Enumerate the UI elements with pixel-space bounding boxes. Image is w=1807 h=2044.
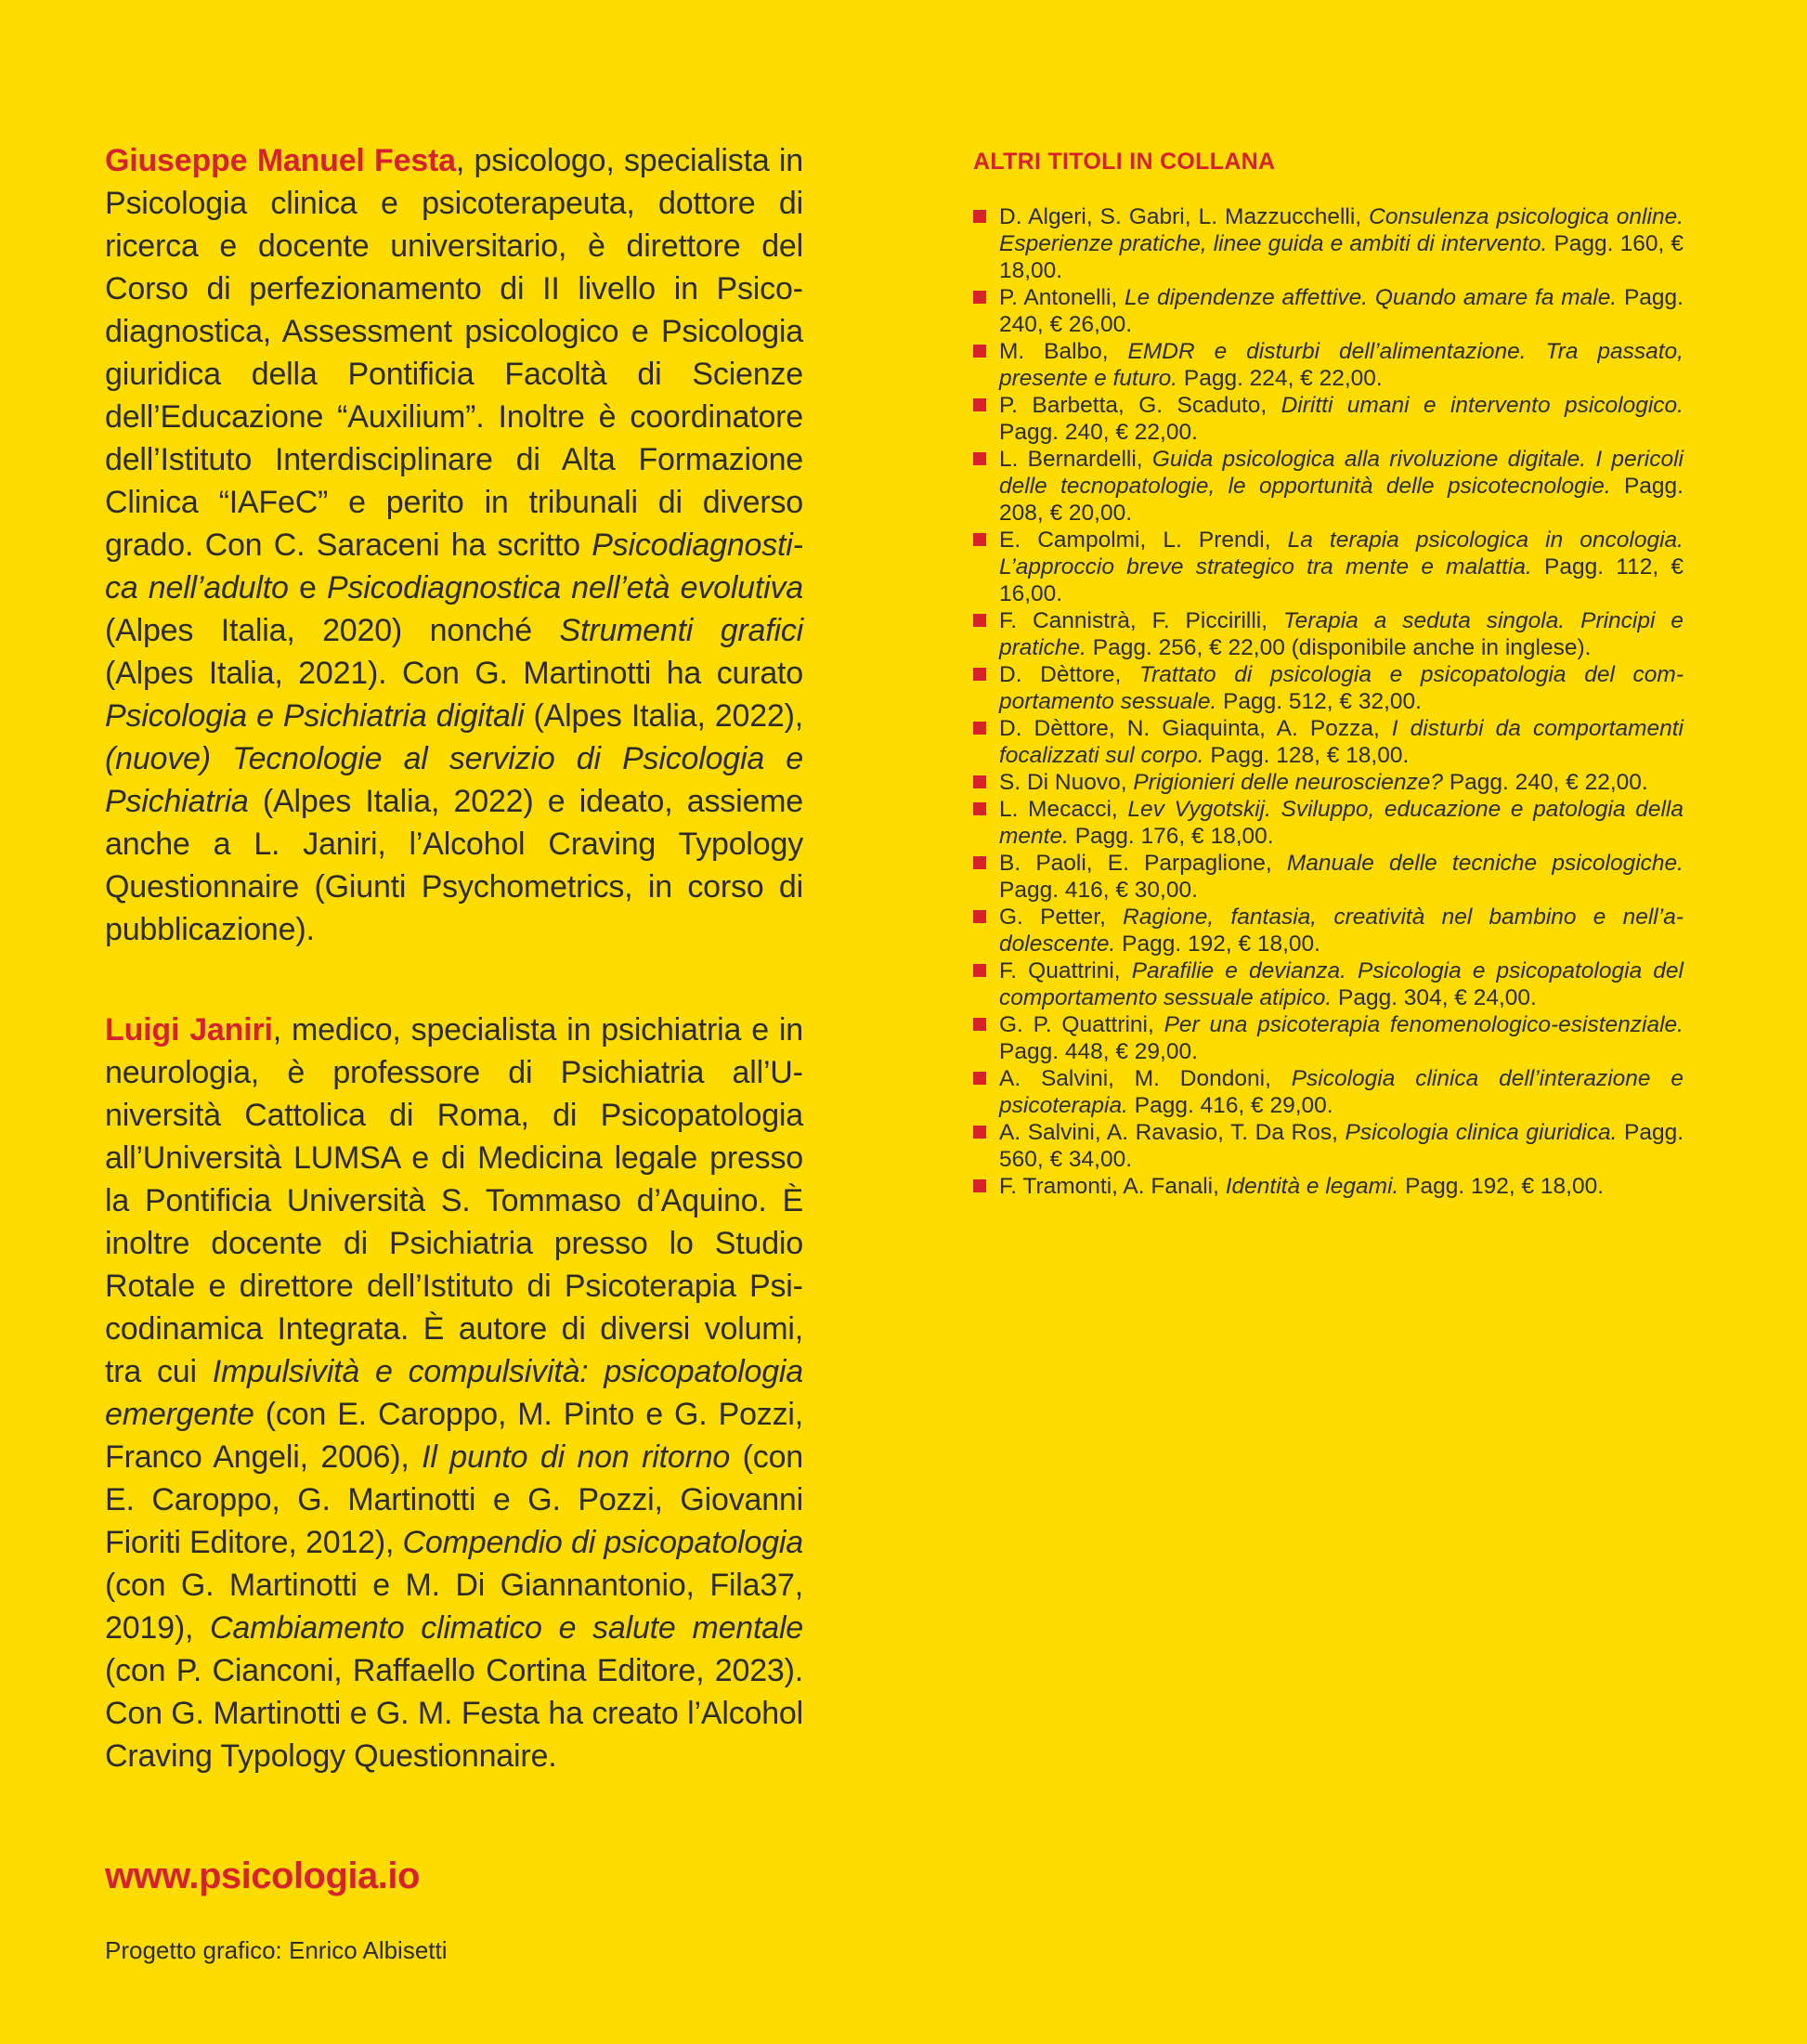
text-segment: Pagg. 240, € 22,00. bbox=[999, 420, 1198, 445]
website-url: www.psicologia.io bbox=[105, 1855, 420, 1896]
book-title: Terapia a seduta singola. Principi e pratiche. bbox=[999, 608, 1684, 660]
text-segment: Pagg. 176, € 18,00. bbox=[1068, 824, 1274, 849]
book-list-item bbox=[973, 850, 1684, 904]
square-bullet-icon bbox=[973, 614, 986, 627]
text-segment: Pagg. 128, € 18,00. bbox=[1203, 743, 1410, 768]
text-segment: Pagg. 160, € 18,00. bbox=[999, 231, 1684, 283]
book-title: Consulenza psicologica online. Esperienze pratiche, linee guida e ambiti di intervento. bbox=[999, 204, 1684, 256]
left-column bbox=[105, 139, 803, 1965]
author-name: Luigi Janiri bbox=[105, 1012, 273, 1048]
book-title: Lev Vygotskij. Sviluppo, educazione e patologia della mente. bbox=[999, 797, 1684, 849]
text-segment: P. Antonelli, bbox=[999, 285, 1124, 310]
book-title: Trattato di psicologia e psicopatologia del comportamento sessuale. bbox=[999, 662, 1684, 714]
book-list-item bbox=[973, 527, 1684, 607]
text-segment: L. Bernardelli, bbox=[999, 447, 1152, 472]
text-segment: (con G. Martinotti e M. Di Giannantonio, Fila37, 2019), bbox=[105, 1568, 803, 1646]
text-segment: S. Di Nuovo, bbox=[999, 770, 1134, 795]
text-segment: (Alpes Italia, 2022), bbox=[524, 698, 803, 734]
book-title: Psicologia clinica giuridica. bbox=[1345, 1120, 1618, 1145]
square-bullet-icon bbox=[973, 802, 986, 815]
square-bullet-icon bbox=[973, 1018, 986, 1031]
text-segment: , psicologo, specialista in Psicologia clinica e psicoterapeuta, dottore di ricerca e docente universitario, è direttore del Corso di perfezionamento di II livello in Psicodiagnostica, Assessment psicologico e Psicologia giuridica della Pontificia Facoltà di Scienze dell’Educazione “Auxilium”. Inoltre è coordinatore dell’Istituto Interdisciplinare di Alta Formazione Clinica “IAFeC” e perito in tribunali di diverso grado. Con C. Saraceni ha scritto bbox=[105, 143, 803, 563]
text-segment: Pagg. 208, € 20,00. bbox=[999, 474, 1684, 526]
author-name: Giuseppe Manuel Festa bbox=[105, 143, 456, 178]
book-title: Guida psicologica alla rivoluzione digitale. I pericoli delle tecnopatologie, le opportunità delle psicotecnologie. bbox=[999, 447, 1684, 499]
square-bullet-icon bbox=[973, 775, 986, 788]
text-segment: F. Quattrini, bbox=[999, 958, 1132, 983]
book-title: Identità e legami. bbox=[1225, 1174, 1399, 1199]
text-segment: F. Tramonti, A. Fanali, bbox=[999, 1174, 1226, 1199]
book-title: Psicodiagnostica nell’età evolutiva bbox=[326, 570, 804, 605]
book-list-item bbox=[973, 392, 1684, 446]
text-segment: D. Algeri, S. Gabri, L. Mazzucchelli, bbox=[999, 204, 1370, 229]
text-segment: M. Balbo, bbox=[999, 339, 1128, 364]
bio-giuseppe-festa-text bbox=[105, 139, 803, 951]
text-segment: e bbox=[288, 570, 327, 605]
square-bullet-icon bbox=[973, 452, 986, 465]
text-segment: G. P. Quattrini, bbox=[999, 1012, 1164, 1037]
text-segment: Pagg. 224, € 22,00. bbox=[1177, 366, 1383, 391]
book-title: Psicologia e Psichiatria digitali bbox=[105, 698, 525, 734]
book-title: La terapia psicologica in oncologia. L’approccio breve strategico tra mente e malattia. bbox=[999, 527, 1684, 579]
book-title: Compendio di psicopatologia bbox=[402, 1525, 803, 1560]
square-bullet-icon bbox=[973, 291, 986, 304]
right-column bbox=[973, 139, 1684, 1200]
text-segment: (con P. Cianconi, Raffaello Cortina Editore, 2023). Con G. Martinotti e G. M. Festa ha creato l’Alcohol Craving Typology Questionnaire. bbox=[105, 1653, 803, 1774]
text-segment: Pagg. 512, € 32,00. bbox=[1216, 689, 1422, 714]
book-title: Psicodiagnostica nell’adulto bbox=[105, 527, 803, 605]
square-bullet-icon bbox=[973, 1126, 986, 1139]
book-title: Strumenti grafici bbox=[559, 613, 803, 648]
book-title: Le dipendenze affettive. Quando amare fa male. bbox=[1124, 285, 1618, 310]
square-bullet-icon bbox=[973, 964, 986, 977]
text-segment: Pagg. 256, € 22,00 (disponibile anche in inglese). bbox=[1086, 635, 1592, 660]
square-bullet-icon bbox=[973, 910, 986, 923]
book-title: Per una psicoterapia fenomenologico-esistenziale. bbox=[1164, 1012, 1684, 1037]
book-list bbox=[973, 203, 1684, 1200]
book-title: Parafilie e devianza. Psicologia e psicopatologia del comportamento sessuale atipico. bbox=[999, 958, 1684, 1010]
square-bullet-icon bbox=[973, 856, 986, 869]
text-segment: (Alpes Italia, 2022) e ideato, assieme anche a L. Janiri, l’Alcohol Craving Typology Questionnaire (Giunti Psychometrics, in corso di pubblicazione). bbox=[105, 784, 803, 947]
book-list-item bbox=[973, 284, 1684, 338]
text-segment: A. Salvini, A. Ravasio, T. Da Ros, bbox=[999, 1120, 1346, 1145]
book-title: I disturbi da comportamenti focalizzati sul corpo. bbox=[999, 716, 1684, 768]
text-segment: , medico, specialista in psichiatria e in neurologia, è professore di Psichiatria all’Università Cattolica di Roma, di Psicopatologia all’Università LUMSA e di Medicina legale presso la Pontificia Università S. Tommaso d’Aquino. È inoltre docente di Psichiatria presso lo Studio Rotale e direttore dell’Istituto di Psicoterapia Psicodinamica Integrata. È autore di diversi volumi, tra cui bbox=[105, 1012, 803, 1389]
square-bullet-icon bbox=[973, 1072, 986, 1085]
book-list-item bbox=[973, 904, 1684, 957]
book-title: Ragione, fantasia, creatività nel bambino e nell’adolescente. bbox=[999, 905, 1684, 957]
square-bullet-icon bbox=[973, 722, 986, 735]
text-segment: (Alpes Italia, 2021). Con G. Martinotti ha curato bbox=[105, 656, 803, 691]
book-title: (nuove) Tecnologie al servizio di Psicologia e Psichiatria bbox=[105, 741, 803, 819]
text-segment: Pagg. 192, € 18,00. bbox=[1115, 931, 1320, 957]
book-list-item bbox=[973, 1119, 1684, 1173]
book-title: Manuale delle tecniche psicologiche. bbox=[1286, 851, 1684, 876]
book-list-item bbox=[973, 661, 1684, 715]
bio-luigi-janiri bbox=[105, 1009, 803, 1777]
square-bullet-icon bbox=[973, 345, 986, 358]
text-segment: Pagg. 240, € 26,00. bbox=[999, 285, 1684, 337]
text-segment: Pagg. 112, € 16,00. bbox=[999, 554, 1684, 606]
text-segment: (Alpes Italia, 2020) nonché bbox=[105, 613, 560, 648]
text-segment: Pagg. 560, € 34,00. bbox=[999, 1120, 1684, 1172]
text-segment: A. Salvini, M. Dondoni, bbox=[999, 1066, 1292, 1091]
book-list-item bbox=[973, 1173, 1684, 1200]
book-title: Impulsività e compulsività: psicopatologia emergente bbox=[105, 1354, 803, 1432]
text-segment: B. Paoli, E. Parpaglione, bbox=[999, 851, 1287, 876]
text-segment: Pagg. 240, € 22,00. bbox=[1443, 770, 1648, 795]
text-segment: P. Barbetta, G. Scaduto, bbox=[999, 393, 1281, 418]
text-segment: Pagg. 448, € 29,00. bbox=[999, 1039, 1198, 1064]
square-bullet-icon bbox=[973, 210, 986, 223]
text-segment: D. Dèttore, N. Giaquinta, A. Pozza, bbox=[999, 716, 1392, 741]
text-segment: Pagg. 192, € 18,00. bbox=[1398, 1174, 1605, 1199]
text-segment: Pagg. 416, € 29,00. bbox=[1127, 1093, 1333, 1118]
book-list-item bbox=[973, 796, 1684, 850]
bio-giuseppe-festa bbox=[105, 139, 803, 951]
book-list-item bbox=[973, 1011, 1684, 1065]
book-list-item bbox=[973, 1065, 1684, 1119]
book-title: Diritti umani e intervento psicologico. bbox=[1280, 393, 1684, 418]
book-list-item bbox=[973, 607, 1684, 661]
text-segment: (con E. Caroppo, G. Martinotti e G. Pozzi, Giovanni Fioriti Editore, 2012), bbox=[105, 1439, 804, 1560]
text-segment: D. Dèttore, bbox=[999, 662, 1139, 687]
bio-luigi-janiri-text bbox=[105, 1009, 803, 1777]
series-heading: ALTRI TITOLI IN COLLANA bbox=[973, 149, 1276, 175]
book-title: EMDR e disturbi dell’alimentazione. Tra passato, presente e futuro. bbox=[999, 339, 1684, 391]
book-list-item bbox=[973, 715, 1684, 769]
square-bullet-icon bbox=[973, 668, 986, 681]
book-title: Psicologia clinica dell’interazione e psicoterapia. bbox=[999, 1066, 1684, 1118]
text-segment: Pagg. 416, € 30,00. bbox=[999, 878, 1198, 903]
text-segment: L. Mecacci, bbox=[999, 797, 1128, 822]
book-list-item bbox=[973, 446, 1684, 527]
text-segment: G. Petter, bbox=[999, 905, 1124, 930]
text-segment: E. Campolmi, L. Prendi, bbox=[999, 527, 1288, 553]
book-list-item bbox=[973, 338, 1684, 392]
book-title: Il punto di non ritorno bbox=[422, 1439, 731, 1475]
text-segment: (con E. Caroppo, M. Pinto e G. Pozzi, Franco Angeli, 2006), bbox=[105, 1397, 803, 1475]
square-bullet-icon bbox=[973, 398, 986, 411]
book-title: Cambiamento climatico e salute mentale bbox=[210, 1610, 804, 1646]
book-list-item bbox=[973, 203, 1684, 284]
text-segment: F. Cannistrà, F. Piccirilli, bbox=[999, 608, 1283, 633]
book-list-item bbox=[973, 957, 1684, 1011]
book-list-item bbox=[973, 769, 1684, 796]
book-title: Prigionieri delle neuroscienze? bbox=[1133, 770, 1444, 795]
square-bullet-icon bbox=[973, 1179, 986, 1192]
text-segment: Pagg. 304, € 24,00. bbox=[1332, 985, 1537, 1010]
square-bullet-icon bbox=[973, 533, 986, 546]
design-credit: Progetto grafico: Enrico Albisetti bbox=[105, 1936, 448, 1964]
